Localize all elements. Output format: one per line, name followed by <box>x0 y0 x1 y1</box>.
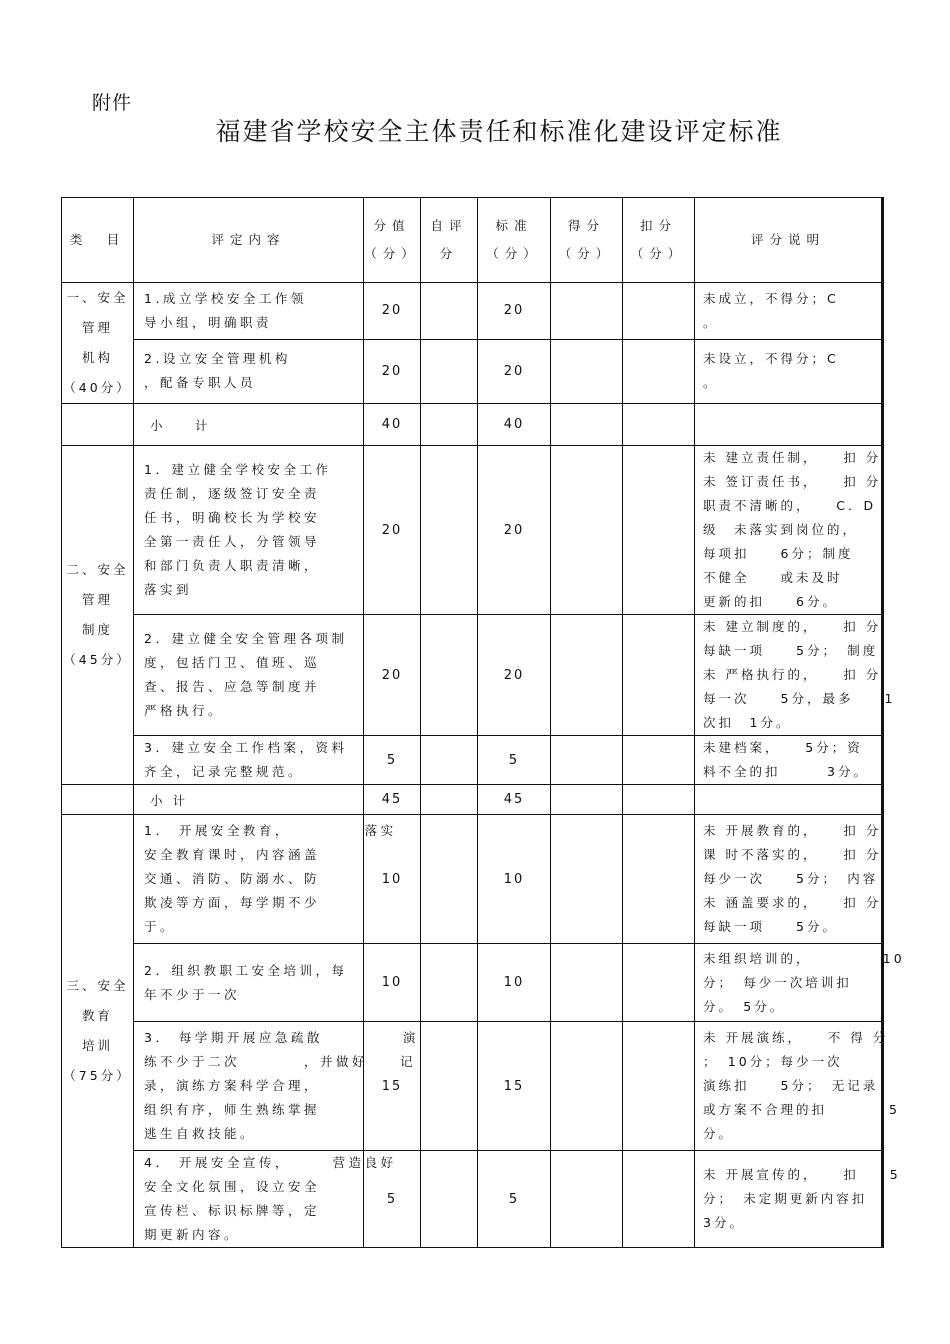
subtotal-deduct <box>623 785 695 815</box>
content-cell-line: 2.设立安全管理机构 <box>144 351 291 367</box>
description-cell <box>695 815 883 944</box>
standard-cell: 20 <box>478 446 551 615</box>
subtotal-got <box>551 785 623 815</box>
evaluation-table <box>61 197 905 1248</box>
description-cell <box>695 283 883 340</box>
deduct-cell <box>623 446 695 615</box>
description-cell-line: 每一次 5分，最多 1 <box>703 691 896 706</box>
deduct-cell <box>623 1151 695 1248</box>
description-cell <box>695 446 883 615</box>
subtotal-self <box>421 785 478 815</box>
category-cell-line: 管理 <box>81 320 113 335</box>
category-cell-line: （45分） <box>63 652 132 667</box>
self-score-cell <box>421 815 478 944</box>
category-cell-line: （75分） <box>63 1068 132 1083</box>
content-cell-line: 1． 开展安全教育， 落实 <box>144 823 397 838</box>
description-cell <box>695 736 883 785</box>
content-cell-line: 3．建立安全工作档案，资料 <box>144 740 348 755</box>
content-cell-line: 导小组，明确职责 <box>144 314 273 330</box>
header-deduct-line2: （分） <box>630 246 687 261</box>
content-cell-line: 1．建立健全学校安全工作 <box>144 462 332 477</box>
self-score-cell <box>421 283 478 340</box>
description-cell-line: 演练扣 5分； 无记录 <box>703 1078 879 1093</box>
got-cell <box>551 736 623 785</box>
self-score-cell <box>421 615 478 736</box>
description-cell <box>695 615 896 736</box>
deduct-cell <box>623 1022 695 1151</box>
score-cell: 20 <box>364 339 421 403</box>
document-title: 福建省学校安全主体责任和标准化建设评定标准 <box>215 117 783 146</box>
content-cell <box>134 1151 397 1248</box>
subtotal-label: 小计 <box>134 785 364 815</box>
content-cell-line: 期更新内容。 <box>144 1227 241 1242</box>
content-cell-line: 于。 <box>144 919 177 934</box>
description-cell-line: 未 签订责任书， 扣 分 <box>703 474 882 489</box>
content-cell-line: 宣传栏、标识标牌等，定 <box>144 1203 321 1218</box>
self-score-cell <box>421 446 478 615</box>
description-cell-line: 未建档案， 5分；资 <box>703 740 863 755</box>
header-got <box>551 198 623 283</box>
description-cell-line: 未 开展宣传的， 扣 5 <box>703 1167 901 1182</box>
content-cell <box>134 736 364 785</box>
subtotal-empty-cell <box>62 785 134 815</box>
description-cell-line: 分。 <box>703 1126 735 1141</box>
description-cell-line: 分； 每少一次培训扣 <box>703 974 852 990</box>
subtotal-standard: 40 <box>478 404 551 446</box>
got-cell <box>551 1022 623 1151</box>
content-cell-line: 1.成立学校安全工作领 <box>144 290 307 306</box>
subtotal-got <box>551 404 623 446</box>
description-cell-line: 未设立，不得分；C <box>703 351 839 367</box>
content-cell <box>134 339 364 403</box>
got-cell <box>551 339 623 403</box>
description-cell-line: 次扣 1分。 <box>703 715 792 730</box>
subtotal-score: 40 <box>364 404 421 446</box>
category-cell-line: 培训 <box>81 1038 113 1053</box>
category-cell-line: （40分） <box>63 380 132 395</box>
content-cell-line: 查、报告、应急等制度并 <box>144 679 321 694</box>
description-cell-line: 分。 5分。 <box>703 998 786 1014</box>
standard-cell: 20 <box>478 283 551 340</box>
self-score-cell <box>421 944 478 1022</box>
subtotal-empty-cell <box>62 404 134 446</box>
subtotal-label: 小 计 <box>134 404 364 446</box>
content-cell-line: 3． 每学期开展应急疏散 演 <box>144 1030 419 1045</box>
header-score <box>364 198 421 283</box>
description-cell-line: 。 <box>703 375 719 391</box>
description-cell-line: 未成立，不得分；C <box>703 290 839 306</box>
score-cell: 5 <box>364 736 421 785</box>
deduct-cell <box>623 944 695 1022</box>
content-cell <box>134 283 364 340</box>
description-cell-line: 或方案不合理的扣 5 <box>703 1102 900 1117</box>
content-cell-line: 度，包括门卫、值班、巡 <box>144 655 321 670</box>
content-cell-line: 组织有序，师生熟练掌握 <box>144 1102 321 1117</box>
standard-cell: 5 <box>478 736 551 785</box>
subtotal-standard: 45 <box>478 785 551 815</box>
header-self-line2: 分 <box>439 246 459 261</box>
description-cell-line: 每缺一项 5分。 <box>703 919 838 934</box>
got-cell <box>551 944 623 1022</box>
header-deduct <box>623 198 695 283</box>
content-cell-line: 交通、消防、防溺水、防 <box>144 871 321 886</box>
content-cell-line: ，配备专职人员 <box>144 375 257 391</box>
score-cell: 20 <box>364 283 421 340</box>
description-cell-line: 未 涵盖要求的， 扣 分 <box>703 895 882 910</box>
standard-cell: 5 <box>478 1151 551 1248</box>
score-cell: 20 <box>364 446 421 615</box>
subtotal-self <box>421 404 478 446</box>
header-category: 类 目 <box>62 198 134 283</box>
header-deduct-line1: 扣分 <box>639 218 677 233</box>
content-cell-line: 2．组织教职工安全培训，每 <box>144 962 348 978</box>
table-row <box>62 1151 883 1248</box>
description-cell-line: 未 严格执行的， 扣 分 <box>703 667 882 682</box>
deduct-cell <box>623 283 695 340</box>
description-cell-line: 每项扣 6分；制度 <box>703 546 854 561</box>
content-cell-line: 4． 开展安全宣传， 营造良好 <box>144 1155 397 1170</box>
header-standard-line2: （分） <box>486 246 542 261</box>
standard-cell: 10 <box>478 944 551 1022</box>
score-cell: 15 <box>364 1022 421 1151</box>
header-got-line1: 得分 <box>567 218 605 233</box>
description-cell <box>695 1022 900 1151</box>
header-got-line2: （分） <box>558 246 615 261</box>
got-cell <box>551 1151 623 1248</box>
table-row <box>62 944 883 1022</box>
description-cell-line: 每少一次 5分； 内容 <box>703 871 879 886</box>
subtotal-row <box>62 404 883 446</box>
content-cell-line: 责任制，逐级签订安全责 <box>144 486 321 501</box>
category-cell <box>62 283 134 404</box>
category-cell-line: 机构 <box>81 350 113 365</box>
description-cell-line: ； 10分；每少一次 <box>703 1054 843 1069</box>
got-cell <box>551 283 623 340</box>
table-row <box>62 339 883 403</box>
table-row <box>62 283 883 340</box>
category-cell-line: 二、安全 <box>66 562 129 577</box>
header-self-line1: 自评 <box>430 218 468 233</box>
table-row <box>62 1022 883 1151</box>
description-cell-line: 未 建立责任制， 扣 分 <box>703 450 882 465</box>
table-row <box>62 736 883 785</box>
content-cell-line: 落实到 <box>144 582 193 597</box>
description-cell <box>695 1151 901 1248</box>
category-cell-line: 教育 <box>81 1008 113 1023</box>
content-cell-line: 齐全，记录完整规范。 <box>144 764 305 779</box>
standard-cell: 20 <box>478 615 551 736</box>
category-cell <box>62 446 134 785</box>
description-cell-line: 3分。 <box>703 1215 745 1230</box>
subtotal-row <box>62 785 883 815</box>
content-cell-line: 安全教育课时，内容涵盖 <box>144 847 321 862</box>
table-row <box>62 615 883 736</box>
content-cell-line: 和部门负责人职责清晰， <box>144 558 321 573</box>
description-cell-line: 未 开展演练， 不 得 分 <box>703 1030 889 1045</box>
score-cell: 10 <box>364 944 421 1022</box>
deduct-cell <box>623 815 695 944</box>
attachment-label: 附件 <box>92 92 133 114</box>
standard-cell: 15 <box>478 1022 551 1151</box>
subtotal-deduct <box>623 404 695 446</box>
content-cell-line: 全第一责任人，分管领导 <box>144 534 321 549</box>
table-row <box>62 815 883 944</box>
description-cell-line: 课 时不落实的， 扣 分 <box>703 847 882 862</box>
subtotal-desc <box>695 785 883 815</box>
category-cell-line: 一、安全 <box>66 290 129 305</box>
description-cell-line: 料不全的扣 3分。 <box>703 764 869 779</box>
content-cell-line: 任书，明确校长为学校安 <box>144 510 321 525</box>
self-score-cell <box>421 1022 478 1151</box>
content-cell <box>134 446 364 615</box>
description-cell <box>695 944 905 1022</box>
description-cell-line: 未组织培训的， 10 <box>703 950 905 966</box>
deduct-cell <box>623 736 695 785</box>
description-cell-line: 职责不清晰的， C．D <box>703 498 877 513</box>
content-cell-line: 逃生自救技能。 <box>144 1126 257 1141</box>
content-cell-line: 严格执行。 <box>144 703 225 718</box>
content-cell-line: 2．建立健全安全管理各项制 <box>144 631 348 646</box>
got-cell <box>551 446 623 615</box>
header-score-line2: （分） <box>364 246 420 261</box>
subtotal-score: 45 <box>364 785 421 815</box>
description-cell-line: 更新的扣 6分。 <box>703 594 838 609</box>
description-cell-line: 。 <box>703 314 719 330</box>
content-cell <box>134 944 364 1022</box>
header-content: 评定内容 <box>134 198 364 283</box>
deduct-cell <box>623 615 695 736</box>
deduct-cell <box>623 339 695 403</box>
description-cell <box>695 339 883 403</box>
table-row <box>62 446 883 615</box>
subtotal-desc <box>695 404 883 446</box>
content-cell <box>134 615 364 736</box>
description-cell-line: 未 建立制度的， 扣 分 <box>703 619 882 634</box>
description-cell-line: 每缺一项 5分； 制度 <box>703 643 879 658</box>
content-cell-line: 欺凌等方面，每学期不少 <box>144 895 321 910</box>
standard-cell: 20 <box>478 339 551 403</box>
content-cell-line: 年不少于一次 <box>144 986 241 1002</box>
score-cell: 5 <box>364 1151 421 1248</box>
description-cell-line: 不健全 或未及时 <box>703 570 843 585</box>
score-cell: 20 <box>364 615 421 736</box>
header-description: 评分说明 <box>695 198 883 283</box>
header-standard-line1: 标准 <box>495 218 533 233</box>
standard-cell: 10 <box>478 815 551 944</box>
got-cell <box>551 815 623 944</box>
content-cell-line: 练不少于二次 ，并做好 记 <box>144 1054 417 1069</box>
self-score-cell <box>421 736 478 785</box>
content-cell-line: 安全文化氛围，设立安全 <box>144 1179 321 1194</box>
header-self-score <box>421 198 478 283</box>
header-standard <box>478 198 551 283</box>
description-cell-line: 级 未落实到岗位的， <box>703 522 859 537</box>
content-cell-line: 录，演练方案科学合理， <box>144 1078 321 1093</box>
score-cell: 10 <box>364 815 421 944</box>
description-cell-line: 未 开展教育的， 扣 分 <box>703 823 882 838</box>
category-cell-line: 制度 <box>81 622 113 637</box>
category-cell-line: 管理 <box>81 592 113 607</box>
category-cell <box>62 815 134 1248</box>
description-cell-line: 分； 未定期更新内容扣 <box>703 1191 868 1206</box>
self-score-cell <box>421 339 478 403</box>
header-row <box>62 198 883 283</box>
self-score-cell <box>421 1151 478 1248</box>
category-cell-line: 三、安全 <box>66 978 129 993</box>
got-cell <box>551 615 623 736</box>
header-score-line1: 分值 <box>373 218 411 233</box>
